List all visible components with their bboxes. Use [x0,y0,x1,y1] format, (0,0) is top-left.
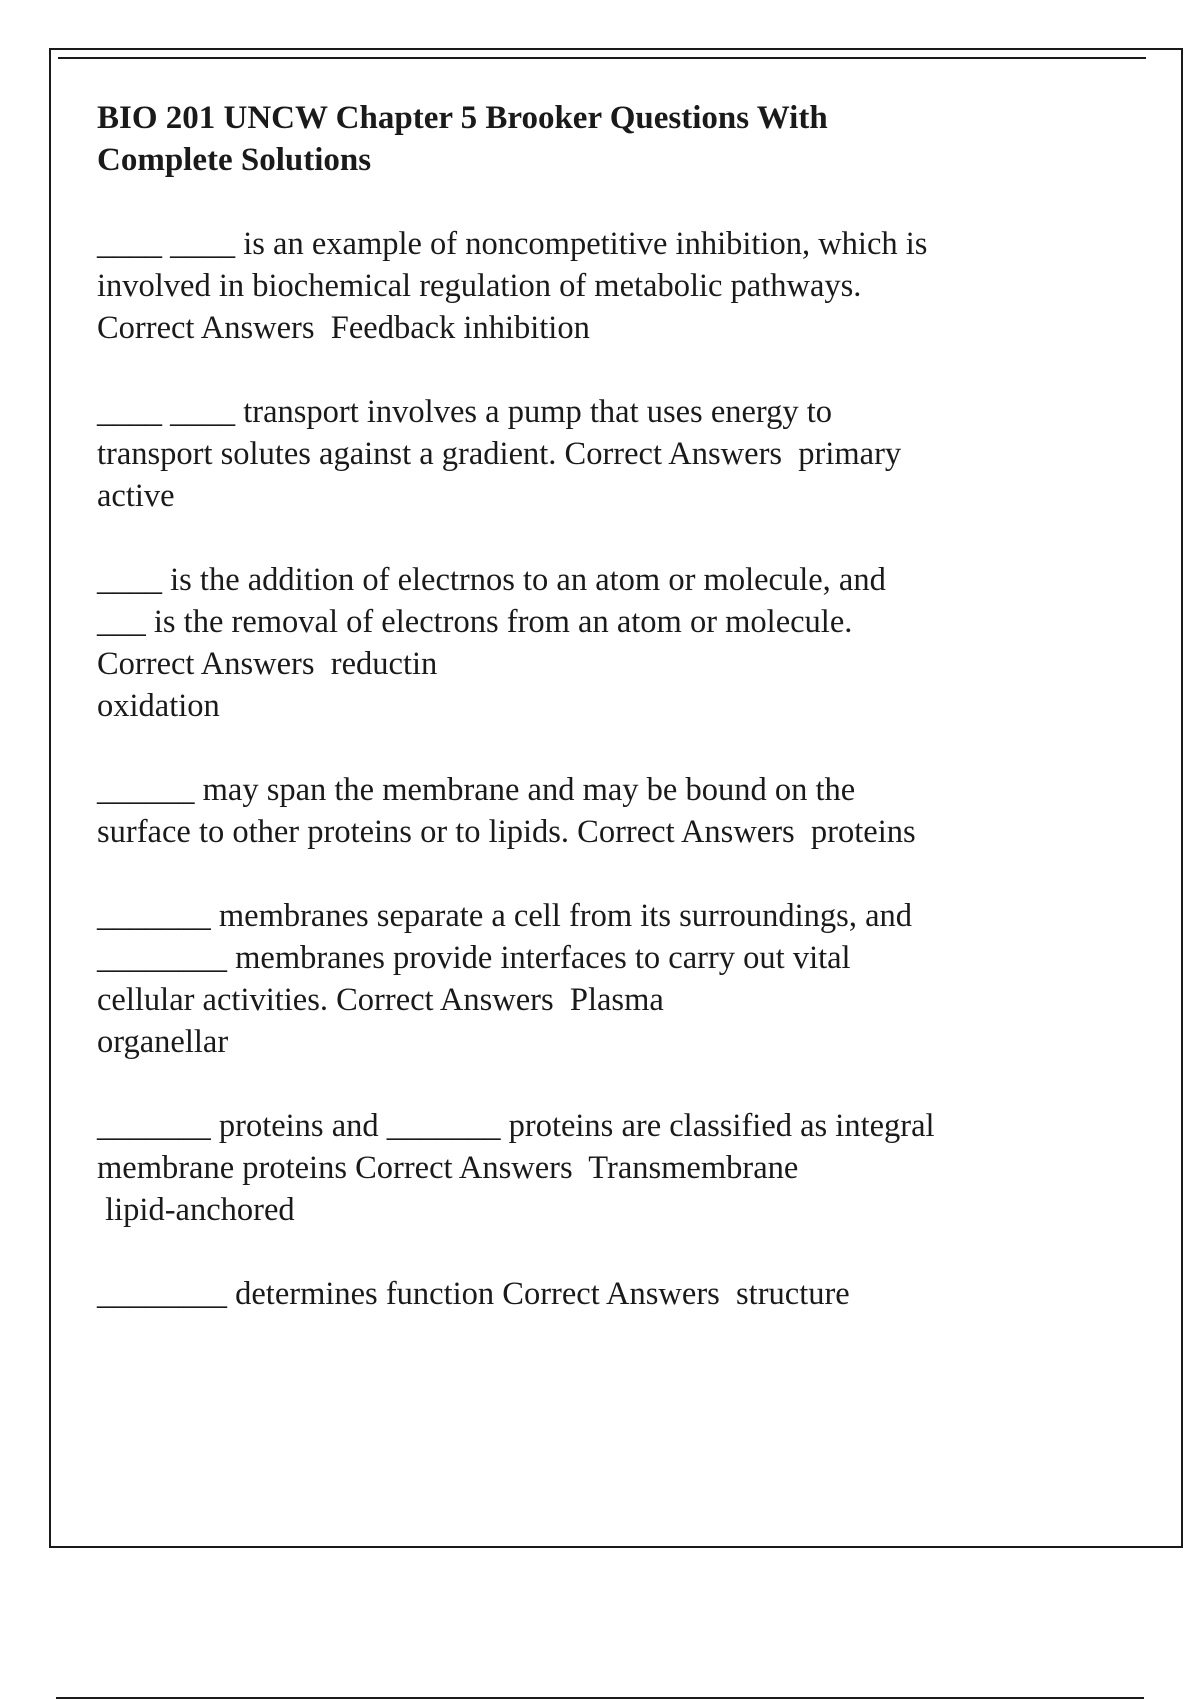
answer-line: Correct Answers reductin [97,646,438,682]
answer-line: cellular activities. Correct Answers Plasma [97,982,664,1018]
next-page-rule [56,1697,1144,1699]
question-line: transport solutes against a gradient. Correct Answers primary [97,436,902,472]
document-body [97,97,1087,1357]
answer-line: oxidation [97,688,220,724]
answer-line: active [97,478,175,514]
answer-line: lipid-anchored [97,1192,295,1228]
question-line: ______ may span the membrane and may be bound on the [97,772,856,808]
answer-line: organellar [97,1024,229,1060]
title-line: Complete Solutions [97,142,372,178]
question-line: ________ membranes provide interfaces to carry out vital [97,940,851,976]
document-title [97,97,1087,181]
top-rule [58,57,1146,59]
question-line: _______ membranes separate a cell from its surroundings, and [97,898,912,934]
question-line: ____ ____ is an example of noncompetitive inhibition, which is [97,226,928,262]
question-line: ____ ____ transport involves a pump that uses energy to [97,394,833,430]
answer-line: membrane proteins Correct Answers Transmembrane [97,1150,799,1186]
question-item [97,223,1087,349]
question-item [97,391,1087,517]
question-item [97,769,1087,853]
answer-line: ________ determines function Correct Answers structure [97,1276,850,1312]
question-line: involved in biochemical regulation of metabolic pathways. [97,268,862,304]
question-line: _______ proteins and _______ proteins are classified as integral [97,1108,935,1144]
question-item [97,1105,1087,1231]
question-item [97,895,1087,1063]
title-line: BIO 201 UNCW Chapter 5 Brooker Questions With [97,100,828,136]
question-line: ___ is the removal of electrons from an atom or molecule. [97,604,853,640]
question-line: ____ is the addition of electrnos to an atom or molecule, and [97,562,886,598]
answer-line: surface to other proteins or to lipids. Correct Answers proteins [97,814,916,850]
question-item [97,559,1087,727]
question-item [97,1273,1087,1315]
answer-line: Correct Answers Feedback inhibition [97,310,590,346]
